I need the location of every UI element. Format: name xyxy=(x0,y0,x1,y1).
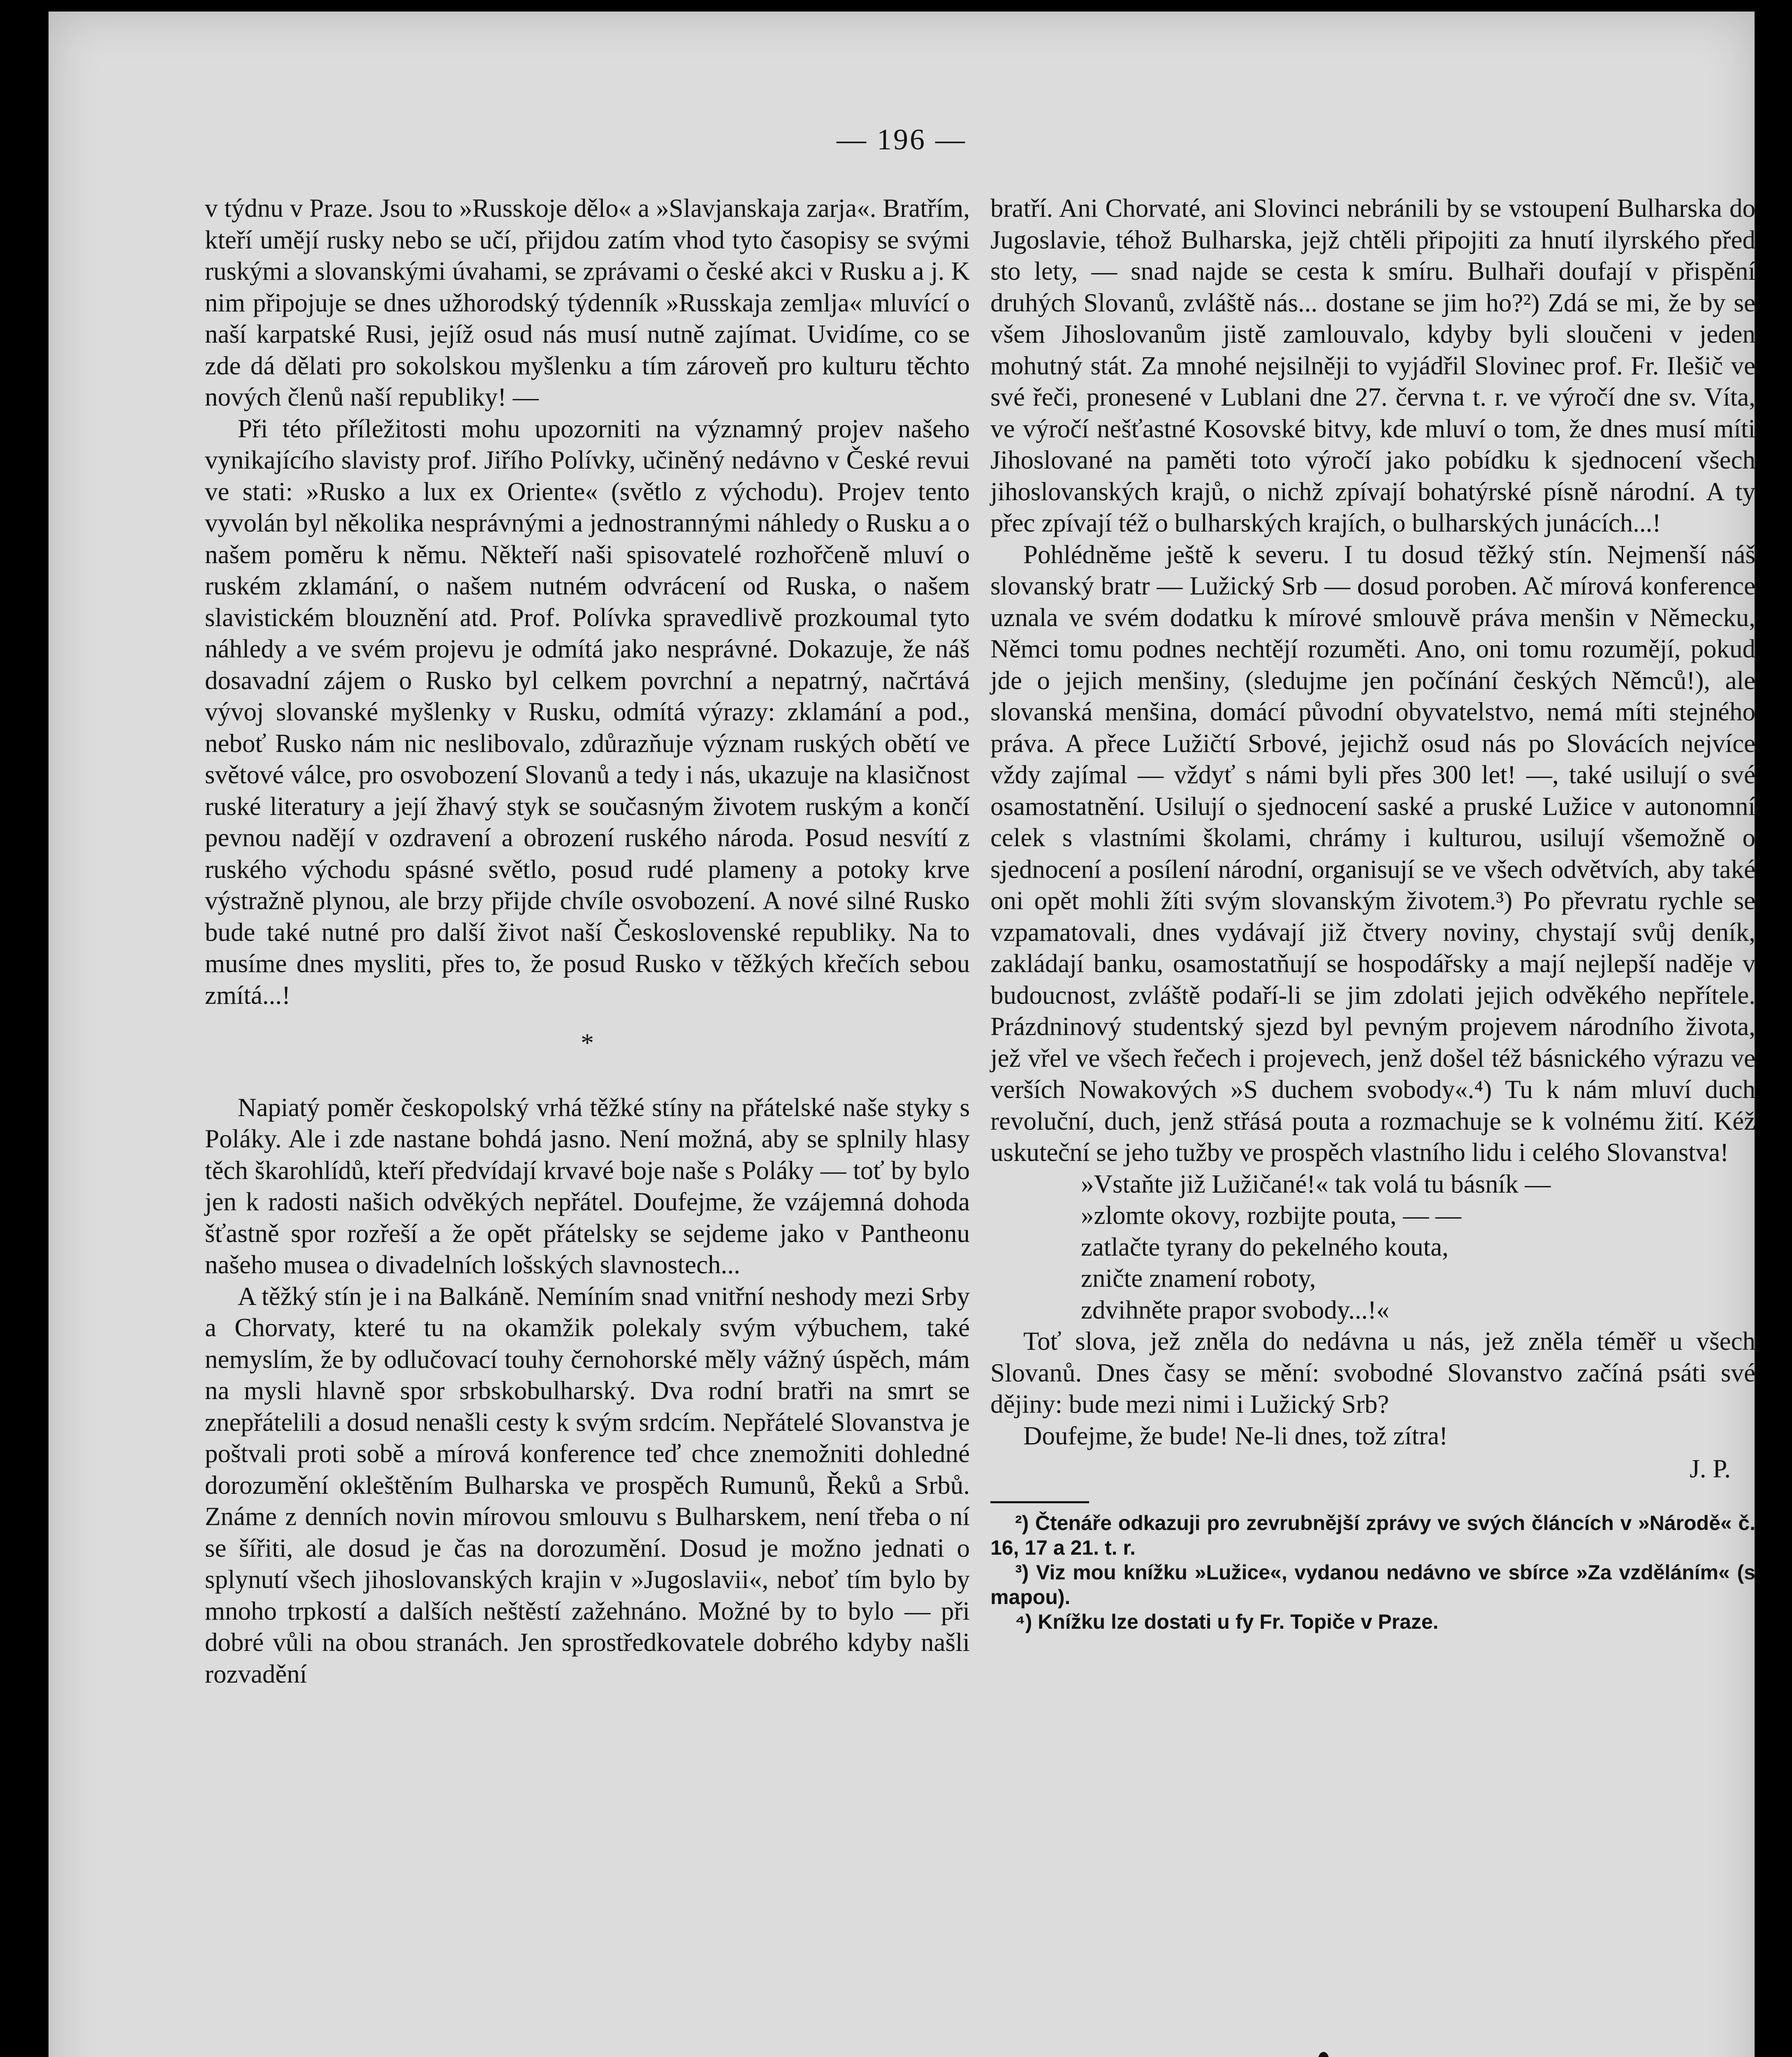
paragraph: bratří. Ani Chorvaté, ani Slovinci nebránili by se vstoupení Bulharska do Jugoslavie, téhož Bulharska, jejž chtěli připojiti za hnutí ilyrského před sto lety, — snad najde se cesta k smíru. Bulhaři doufají v přispění druhých Slovanů, zvláště nás... dostane se jim ho?²) Zdá se mi, že by se všem Jihoslovanům jistě zamlouvalo, kdyby byli sloučeni v jeden mohutný stát. Za mnohé nejsilněji to vyjádřil Slovinec prof. Fr. Ilešič ve své řeči, pronesené v Lublani dne 27. června t. r. ve výročí dne sv. Víta, ve výročí nešťastné Kosovské bitvy, kde mluví o tom, že dnes musí míti Jihoslované na paměti toto výročí jako pobídku k sjednocení všech jihoslovanských krajů, o nichž zpívají bohatýrské písně národní. A ty přec zpívají též o bulharských krajích, o bulharských junácích...! xyxy=(990,194,1755,537)
paragraph: A těžký stín je i na Balkáně. Nemíním snad vnitřní neshody mezi Srby a Chorvaty, které tu na okamžik polekaly svým výbuchem, také nemyslím, že by odlučovací touhy černohorské měly vážný úspěch, mám na mysli hlavně spor srbskobulharský. Dva rodní bratři na smrt se znepřátelili a dosud nenašli cesty k svým srdcím. Nepřátelé Slovanstva je poštvali proti sobě a mírová konference teď chce znemožniti dohledné dorozumění okleštěním Bulharska ve prospěch Rumunů, Řeků a Srbů. Známe z denních novin mírovou smlouvu s Bulharskem, není třeba o ní se šířiti, ale dosud je čas na dorozumění. Dosud je možno jednati o splynutí všech jihoslovanských krajin v »Jugoslavii«, neboť tím bylo by mnoho trpkostí a dalších neštěstí zažehnáno. Možné by to bylo — při dobré vůli na obou stranách. Jen sprostředkovatele dobrého kdyby našli rozvadění xyxy=(205,1282,970,1688)
author-signature: J. P. xyxy=(1690,1454,1731,1483)
paragraph: Napiatý poměr českopolský vrhá těžké stíny na přátelské naše styky s Poláky. Ale i zde nastane bohdá jasno. Není možná, aby se splnily hlasy těch škarohlídů, kteří předvídají krvavé boje naše s Poláky — toť by bylo jen k radosti našich odvěkých nepřátel. Doufejme, že vzájemná dohoda šťastně spor rozřeší a že opět přátelsky se sejdeme jako v Pantheonu našeho musea o divadelních lošských slavnostech... xyxy=(205,1093,970,1279)
paragraph: Při této příležitosti mohu upozorniti na významný projev našeho vynikajícího slavisty prof. Jiřího Polívky, učiněný nedávno v České revui ve stati: »Rusko a lux ex Oriente« (světlo z východu). Projev tento vyvolán byl několika nesprávnými a jednostrannými náhledy o Rusku a o našem poměru k němu. Někteří naši spisovatelé rozhořčeně mluví o ruském zklamání, o našem nutném odvrácení od Ruska, o našem slavistickém blouznění atd. Prof. Polívka spravedlivě prozkoumal tyto náhledy a ve svém projevu je odmítá jako nesprávné. Dokazuje, že náš dosavadní zájem o Rusko byl celkem povrchní a nepatrný, načrtává vývoj slovanské myšlenky v Rusku, odmítá výrazy: zklamání a pod., neboť Rusko nám nic neslibovalo, zdůrazňuje význam ruských obětí ve světové válce, pro osvobození Slovanů a tedy i nás, ukazuje na klasičnost ruské literatury a její žhavý styk se současným životem ruským a končí pevnou nadějí v ozdravení a obrození ruského národa. Posud nesvítí z ruského východu spásné světlo, posud rudé plameny a potoky krve výstražně plynou, ale brzy přijde chvíle osvobození. A nové silné Rusko bude také nutné pro další život naší Československé republiky. Na to musíme dnes mysliti, přes to, že posud Rusko v těžkých křečích sebou zmítá...! xyxy=(205,414,970,1010)
footnote-rule xyxy=(990,1501,1089,1503)
paragraph: Toť slova, jež zněla do nedávna u nás, jež zněla téměř u všech Slovanů. Dnes časy se mění: svobodné Slovanstvo začíná psáti své dějiny: bude mezi nimi i Lužický Srb? xyxy=(990,1327,1755,1419)
page-number: — 196 — xyxy=(837,123,967,156)
poem-line: zatlačte tyrany do pekelného kouta, xyxy=(1081,1232,1449,1261)
poem-line: »zlomte okovy, rozbijte pouta, — — xyxy=(1081,1201,1461,1230)
floral-ornament-icon xyxy=(1295,2044,1352,2057)
paragraph: Pohlédněme ještě k severu. I tu dosud těžký stín. Nejmenší náš slovanský bratr — Lužický Srb — dosud poroben. Ač mírová konference uznala ve svém dodatku k mírové smlouvě práva menšin v Německu, Němci tomu podnes nechtějí rozuměti. Ano, oni tomu rozumějí, pokud jde o jejich menšiny, (sledujme jen počínání českých Němců!), ale slovanská menšina, domácí původní obyvatelstvo, nemá míti stejného práva. A přece Lužičtí Srbové, jejichž osud nás po Slovácích nejvíce vždy zajímal — vždyť s námi byli přes 300 let! —, také usilují o své osamostatnění. Usilují o sjednocení saské a pruské Lužice v autonomní celek s vlastními školami, chrámy i kulturou, usilují všemožně o sjednocení a posílení národní, organisují se ve všech odvětvích, aby také oni opět mohli žíti svým slovanským životem.³) Po převratu rychle se vzpamatovali, dnes vydávají již čtvery noviny, chystají svůj deník, zakládají banku, osamostatňují se hospodářsky a mají nejlepší naděje v budoucnost, zvláště podaří-li se jim zdolati jejich odvěkého nepřítele. Prázdninový studentský sjezd byl pevným projevem národního života, jež vřel ve všech řečech i projevech, jenž došel též básnického výrazu ve verších Nowakových »S duchem svobody«.⁴) Tu k nám mluví duch revoluční, duch, jenž střásá pouta a rozmachuje se k volnému žití. Kéž uskuteční se jeho tužby ve prospěch vlastního lidu i celého Slovanstva! xyxy=(990,540,1755,1167)
right-column xyxy=(990,193,1755,1634)
footnote: ²) Čtenáře odkazuji pro zevrubnější zprávy ve svých článcích v »Národě« č. 16, 17 a 21. t. r. xyxy=(990,1511,1755,1559)
paragraph: Doufejme, že bude! Ne-li dnes, tož zítra! xyxy=(1023,1421,1448,1450)
page xyxy=(49,12,1755,2057)
poem-line: zdvihněte prapor svobody...!« xyxy=(1081,1295,1389,1324)
footnote: ⁴) Knížku lze dostati u fy Fr. Topiče v Praze. xyxy=(1015,1610,1439,1633)
footnote: ³) Viz mou knížku »Lužice«, vydanou nedávno ve sbírce »Za vzděláním« (s mapou). xyxy=(990,1560,1755,1609)
poem-line: zničte znamení roboty, xyxy=(1081,1264,1316,1293)
footnotes xyxy=(990,1511,1755,1634)
left-column xyxy=(205,193,970,1690)
poem-quote xyxy=(1081,1168,1755,1326)
paragraph: v týdnu v Praze. Jsou to »Russkoje dělo« a »Slavjanskaja zarja«. Bratřím, kteří umějí rusky nebo se učí, přijdou zatím vhod tyto časopisy se svými ruskými a slovanskými úvahami, se zprávami o české akci v Rusku a j. K nim připojuje se dnes užhorodský týdenník »Russkaja zemlja« mluvící o naší karpatské Rusi, jejíž osud nás musí nutně zajímat. Uvidíme, co se zde dá dělati pro sokolskou myšlenku a tím zároveň pro kulturu těchto nových členů naší republiky! — xyxy=(205,194,970,411)
section-separator: * xyxy=(581,1028,594,1057)
poem-line: »Vstaňte již Lužičané!« tak volá tu básník — xyxy=(1081,1169,1551,1198)
